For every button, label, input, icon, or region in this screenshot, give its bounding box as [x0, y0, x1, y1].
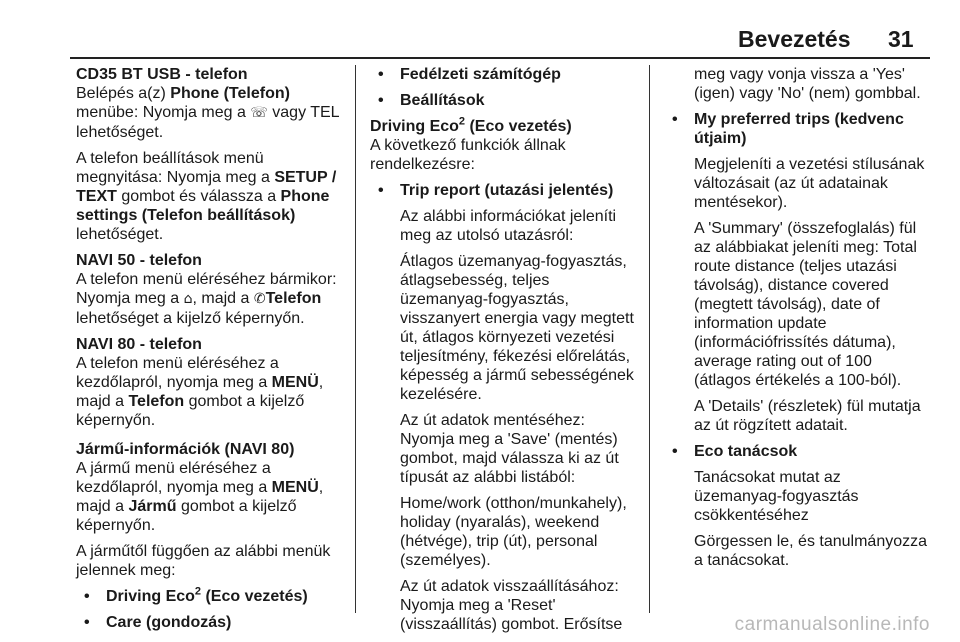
column-divider-2 [649, 65, 650, 613]
list-item: • Fedélzeti számítógép [370, 65, 638, 84]
column-3 [664, 65, 930, 577]
paragraph: Home/work (otthon/munkahely), holiday (nyaralás), weekend (hétvége), trip (út), personal (személyes). [400, 495, 627, 569]
button-name: Telefon [128, 393, 185, 410]
footnote-mark: 2 [194, 585, 202, 598]
header-rule [70, 57, 930, 59]
paragraph: A járműtől függően az alábbi menük jelennek meg: [76, 543, 331, 579]
paragraph: A 'Details' (részletek) fül mutatja az út rögzített adatait. [694, 398, 921, 434]
section-title-vehicle-info: Jármű-információk (NAVI 80) [76, 441, 295, 458]
paragraph [76, 459, 346, 535]
page-number: 31 [888, 26, 914, 52]
text: gombot a kijelző képernyőn. [76, 498, 297, 534]
paragraph: Görgessen le, és tanulmányozza a tanácsokat. [694, 533, 928, 569]
text: Driving Eco [370, 118, 459, 135]
text: vagy TEL lehetőséget. [76, 104, 339, 141]
text: gombot a kijelző képernyőn. [76, 393, 305, 429]
button-name: MENÜ [271, 374, 319, 391]
paragraph: Átlagos üzemanyag-fogyasztás, átlagsebesség, teljes üzemanyag-fogyasztás, visszanyert energia vagy megtett út, átlagos környezeti vezetési teljesítmény, fékezési előrelátás, képesség a jármű sebességének kezelésére. [400, 253, 634, 403]
section-title-navi50: NAVI 50 - telefon [76, 252, 202, 269]
paragraph [76, 149, 346, 244]
text: , majd a [76, 479, 324, 515]
text: , majd a [192, 290, 254, 307]
list-item: • Care (gondozás) [76, 613, 346, 632]
phone-menu-icon: ☏ [250, 105, 268, 121]
button-name: Jármű [128, 498, 177, 515]
menu-name: Telefon [265, 290, 322, 307]
paragraph: Az alábbi információkat jeleníti meg az utolsó utazásról: [400, 208, 617, 244]
text: A jármű menü eléréséhez a kezdőlapról, nyomja meg a [76, 460, 272, 496]
paragraph: A 'Summary' (összefoglalás) fül az alábbiakat jeleníti meg: Total route distance (teljes utazási távolság), distance covered (megtett távolság), date of information update (információfrissítés dátuma), average rating out of 100 (átlagos értékelés a 100-ból). [694, 220, 917, 389]
section-title-driving-eco [370, 117, 638, 136]
page-header-title: Bevezetés [738, 26, 851, 52]
text: Belépés a(z) [76, 85, 171, 102]
text: (Eco vezetés) [465, 118, 572, 135]
list-item: • Beállítások [370, 91, 638, 110]
footnote-mark: 2 [458, 115, 466, 128]
text: (Eco vezetés) [201, 588, 308, 605]
text: A telefon menü eléréséhez bármikor: Nyomja meg a [76, 271, 337, 307]
text: lehetőséget a kijelző képernyőn. [76, 310, 305, 327]
text: lehetőséget. [76, 226, 164, 243]
home-icon: ⌂ [183, 291, 193, 307]
text: gombot és válassza a [116, 188, 281, 205]
column-divider-1 [355, 65, 356, 613]
paragraph: Az út adatok visszaállításához: Nyomja meg a 'Reset' (visszaállítás) gombot. Erősítse [400, 578, 623, 633]
paragraph [76, 270, 346, 328]
section-title-navi80: NAVI 80 - telefon [76, 336, 202, 353]
text: menübe: Nyomja meg a [76, 104, 251, 121]
paragraph: A következő funkciók állnak rendelkezésre: [370, 137, 566, 173]
watermark: carmanualsonline.info [734, 614, 930, 635]
list-item: • Eco tanácsok [664, 442, 930, 461]
text: Driving Eco [106, 588, 195, 605]
menu-name: Phone settings (Telefon beállítások) [76, 188, 330, 224]
menu-name: Phone (Telefon) [170, 85, 290, 102]
paragraph: Megjeleníti a vezetési stílusának változásait (az út adatainak mentésekor). [694, 156, 925, 211]
button-name: SETUP / TEXT [76, 169, 337, 205]
list-item: • Trip report (utazási jelentés) [370, 181, 638, 200]
button-name: MENÜ [271, 479, 319, 496]
paragraph: meg vagy vonja vissza a 'Yes' (igen) vagy 'No' (nem) gombbal. [694, 66, 921, 102]
text: A telefon menü eléréséhez a kezdőlapról, nyomja meg a [76, 355, 279, 391]
text: A telefon beállítások menü megnyitása: Nyomja meg a [76, 150, 275, 186]
column-1 [76, 65, 346, 639]
text: , majd a [76, 374, 324, 410]
list-item [76, 587, 346, 606]
paragraph [76, 354, 346, 430]
paragraph: Tanácsokat mutat az üzemanyag-fogyasztás csökkentéséhez [694, 469, 859, 524]
column-2 [370, 65, 638, 641]
paragraph [76, 84, 346, 142]
phone-icon: ✆ [253, 291, 266, 307]
paragraph: Az út adatok mentéséhez: Nyomja meg a 'Save' (mentés) gombot, majd válassza ki az út típusát az alábbi listából: [400, 412, 619, 486]
list-item: • My preferred trips (kedvenc útjaim) [664, 110, 930, 148]
section-title-cd35: CD35 BT USB - telefon [76, 66, 248, 83]
